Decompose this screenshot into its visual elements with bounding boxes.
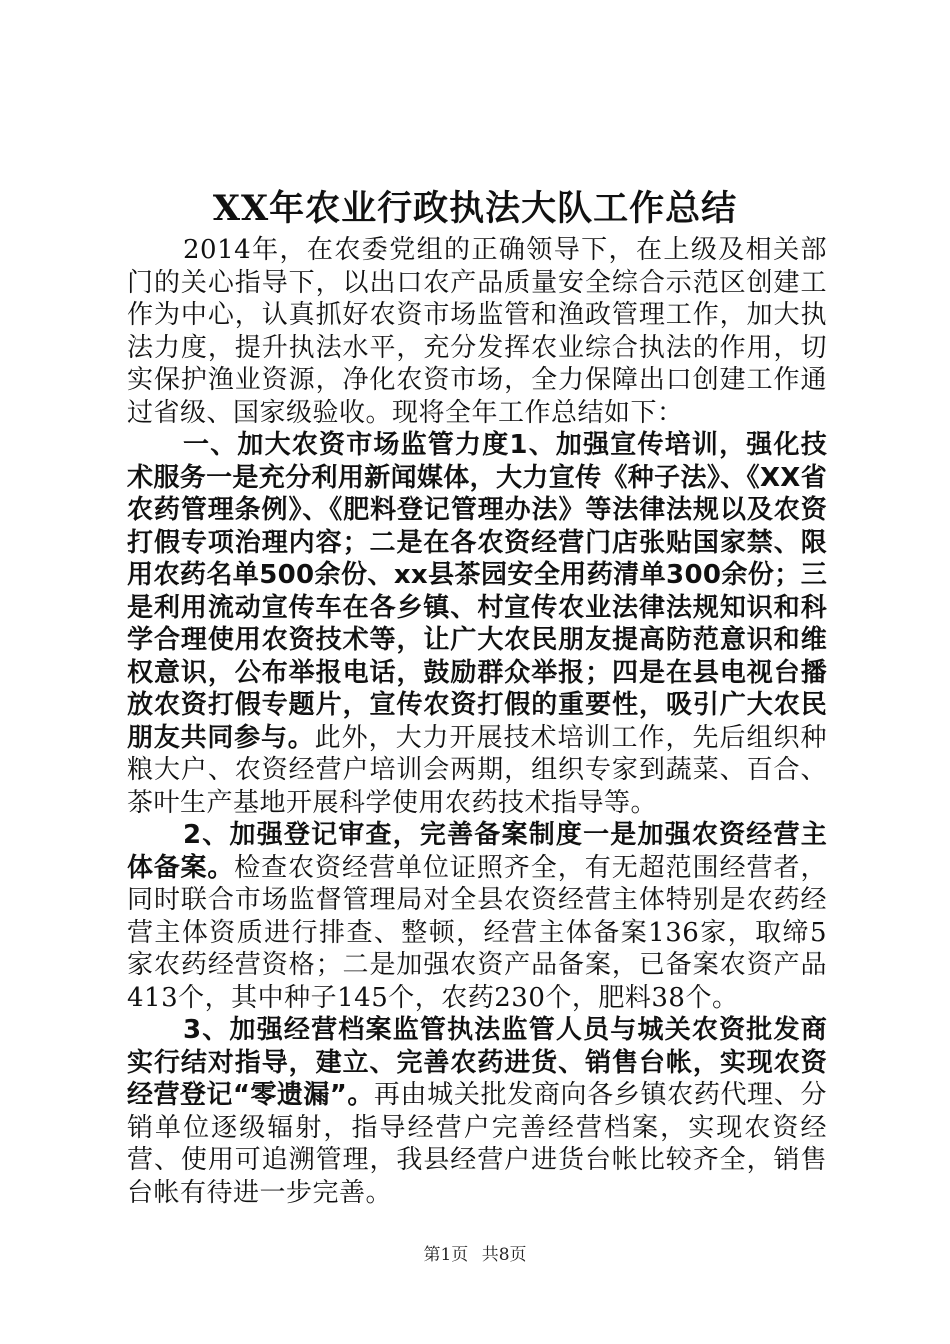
paragraph-intro-text: 2014年，在农委党组的正确领导下，在上级及相关部门的关心指导下，以出口农产品质量安全综合示范区创建工作为中心，认真抓好农资市场监管和渔政管理工作，加大执法力度，提升执法水平，充分发挥农业综合执法的作用，切实保护渔业资源，净化农资市场，全力保障出口创建工作通过省级、国家级验收。现将全年工作总结如下：	[127, 235, 827, 428]
page-number: 第1页	[423, 1245, 469, 1265]
document-body	[127, 234, 827, 1209]
page-total: 共8页	[481, 1245, 527, 1265]
page-footer	[0, 1244, 950, 1266]
paragraph-intro	[127, 234, 827, 429]
section-3-text: 再由城关批发商向各乡镇农药代理、分销单位逐级辐射，指导经营户完善经营档案，实现农资经营、使用可追溯管理，我县经营户进货台帐比较齐全，销售台帐有待进一步完善。	[127, 1080, 827, 1208]
section-2-heading: 2、加强登记审查，完善备案制度一是加强农资经营主体备案。	[127, 820, 827, 883]
section-2-text: 检查农资经营单位证照齐全，有无超范围经营者，同时联合市场监督管理局对全县农资经营主体特别是农药经营主体资质进行排查、整顿，经营主体备案136家，取缔5家农药经营资格；二是加强农资产品备案，已备案农资产品413个，其中种子145个，农药230个，肥料38个。	[127, 852, 827, 1013]
document-title: XX年农业行政执法大队工作总结	[212, 188, 738, 229]
paragraph-section-2	[127, 819, 827, 1014]
paragraph-section-1	[127, 429, 827, 819]
section-1-text: 此外，大力开展技术培训工作，先后组织种粮大户、农资经营户培训会两期，组织专家到蔬菜、百合、茶叶生产基地开展科学使用农药技术指导等。	[127, 722, 827, 818]
section-1-heading: 一、加大农资市场监管力度1、加强宣传培训，强化技术服务一是充分利用新闻媒体，大力宣传《种子法》、《XX省农药管理条例》、《肥料登记管理办法》等法律法规以及农资打假专项治理内容；二是在各农资经营门店张贴国家禁、限用农药名单500余份、xx县茶园安全用药清单300余份；三是利用流动宣传车在各乡镇、村宣传农业法律法规知识和科学合理使用农资技术等，让广大农民朋友提高防范意识和维权意识，公布举报电话，鼓励群众举报；四是在县电视台播放农资打假专题片，宣传农资打假的重要性，吸引广大农民朋友共同参与。	[127, 430, 827, 753]
section-3-heading: 3、加强经营档案监管执法监管人员与城关农资批发商实行结对指导，建立、完善农药进货、销售台帐，实现农资经营登记“零遗漏”。	[127, 1015, 827, 1110]
paragraph-section-3	[127, 1014, 827, 1209]
